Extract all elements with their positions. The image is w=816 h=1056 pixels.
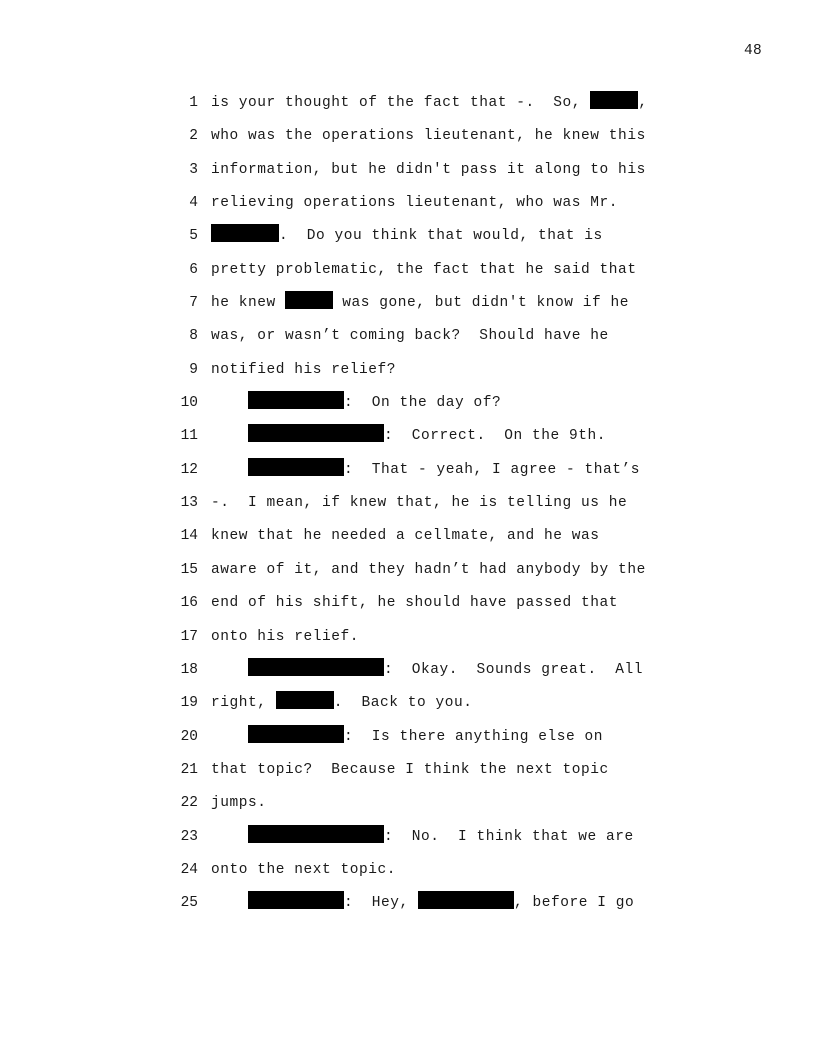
line-number: 8 [189, 328, 198, 345]
text-segment: was gone, but didn't know if he [333, 295, 630, 312]
line-number: 16 [180, 595, 198, 612]
text-segment: aware of it, and they hadn’t had anybody by the [211, 561, 646, 578]
transcript-line [0, 220, 816, 253]
text-segment: : No. I think that we are [384, 828, 634, 845]
text-segment: -. I mean, if knew that, he is telling us he [211, 495, 628, 512]
transcript-line [0, 520, 816, 553]
line-number: 1 [189, 95, 198, 111]
transcript-line [0, 87, 816, 120]
text-segment: pretty problematic, the fact that he said that [211, 261, 637, 278]
text-segment [211, 662, 248, 678]
text-segment: was, or wasn’t coming back? Should have he [211, 328, 609, 345]
transcript-line [0, 454, 816, 487]
line-number: 23 [180, 828, 198, 845]
line-text [211, 587, 618, 620]
line-text [211, 787, 267, 820]
text-segment: : Is there anything else on [344, 728, 604, 745]
line-text [211, 287, 629, 320]
line-text [211, 254, 637, 287]
text-segment: : That - yeah, I agree - that’s [344, 461, 641, 478]
text-segment [211, 829, 248, 845]
line-text [211, 420, 606, 453]
line-number: 21 [180, 761, 198, 778]
line-text [211, 721, 603, 754]
line-text [211, 154, 646, 187]
text-segment: : Okay. Sounds great. All [384, 661, 644, 678]
text-segment: , [638, 95, 648, 111]
transcript-line [0, 754, 816, 787]
line-text [211, 821, 634, 854]
text-segment [211, 462, 248, 478]
transcript-line [0, 854, 816, 887]
line-number: 18 [180, 661, 198, 678]
line-text [211, 687, 473, 720]
transcript-line [0, 187, 816, 220]
line-number: 24 [180, 861, 198, 878]
text-segment: right, [211, 695, 276, 712]
line-number: 2 [189, 128, 198, 145]
transcript-line [0, 554, 816, 587]
line-number: 11 [180, 428, 198, 445]
transcript-line [0, 687, 816, 720]
line-number: 22 [180, 795, 198, 812]
line-text [211, 354, 396, 387]
text-segment: onto the next topic. [211, 861, 397, 878]
line-text [211, 487, 627, 520]
text-segment: who was the operations lieutenant, he knew this [211, 128, 646, 145]
text-segment: relieving operations lieutenant, who was Mr. [211, 195, 619, 212]
redaction-block [248, 891, 344, 909]
line-text [211, 654, 643, 687]
transcript-body [0, 87, 816, 921]
transcript-line [0, 487, 816, 520]
transcript-line [0, 354, 816, 387]
text-segment [211, 895, 248, 911]
line-number: 3 [189, 161, 198, 178]
line-number: 19 [180, 695, 198, 712]
line-number: 9 [189, 361, 198, 378]
line-text [211, 387, 501, 420]
text-segment: end of his shift, he should have passed that [211, 595, 619, 612]
line-text [211, 454, 640, 487]
line-number: 17 [180, 628, 198, 645]
transcript-line [0, 821, 816, 854]
line-text [211, 554, 646, 587]
transcript-line [0, 420, 816, 453]
line-number: 6 [189, 261, 198, 278]
text-segment: : Hey, [344, 895, 419, 912]
text-segment: that topic? Because I think the next topic [211, 761, 609, 778]
line-text [211, 887, 634, 920]
transcript-line [0, 787, 816, 820]
text-segment [211, 729, 248, 745]
text-segment: is your thought of the fact that -. So, [211, 95, 591, 111]
line-number: 25 [180, 895, 198, 912]
redaction-block [248, 658, 384, 676]
line-number: 15 [180, 561, 198, 578]
transcript-line [0, 320, 816, 353]
line-number: 4 [189, 195, 198, 212]
text-segment [211, 428, 248, 444]
line-number: 12 [180, 461, 198, 478]
line-text [211, 754, 609, 787]
text-segment: knew that he needed a cellmate, and he was [211, 528, 600, 545]
text-segment: information, but he didn't pass it along to his [211, 161, 646, 178]
line-text [211, 621, 359, 654]
line-text [211, 120, 646, 153]
redaction-block [211, 224, 279, 242]
transcript-line [0, 254, 816, 287]
text-segment: . Do you think that would, that is [279, 228, 603, 245]
text-segment: . Back to you. [333, 695, 473, 712]
line-number: 13 [180, 495, 198, 512]
transcript-line [0, 654, 816, 687]
line-text [211, 187, 618, 220]
transcript-line [0, 621, 816, 654]
text-segment [211, 395, 248, 411]
text-segment: notified his relief? [211, 361, 397, 378]
redaction-block [248, 825, 384, 843]
line-number: 7 [189, 295, 198, 312]
text-segment: he knew [211, 295, 286, 312]
redaction-block [285, 291, 333, 309]
transcript-line [0, 587, 816, 620]
line-text [211, 220, 603, 253]
redaction-block [248, 458, 344, 476]
text-segment: : Correct. On the 9th. [384, 428, 607, 445]
transcript-line [0, 120, 816, 153]
line-number: 20 [180, 728, 198, 745]
text-segment: : On the day of? [344, 395, 502, 412]
redaction-block [248, 424, 384, 442]
text-segment: onto his relief. [211, 628, 360, 645]
transcript-line [0, 887, 816, 920]
redaction-block [248, 725, 344, 743]
transcript-line [0, 287, 816, 320]
redaction-block [276, 691, 334, 709]
transcript-line [0, 387, 816, 420]
line-text [211, 320, 609, 353]
line-number: 14 [180, 528, 198, 545]
redaction-block [248, 391, 344, 409]
page-number: 48 [743, 43, 762, 59]
text-segment: jumps. [211, 795, 267, 812]
line-text [211, 520, 600, 553]
transcript-line [0, 154, 816, 187]
line-number: 5 [189, 228, 198, 245]
transcript-line [0, 721, 816, 754]
line-text [211, 87, 648, 120]
redaction-block [590, 91, 638, 109]
redaction-block [418, 891, 514, 909]
text-segment: , before I go [514, 895, 635, 912]
line-text [211, 854, 396, 887]
line-number: 10 [180, 395, 198, 412]
